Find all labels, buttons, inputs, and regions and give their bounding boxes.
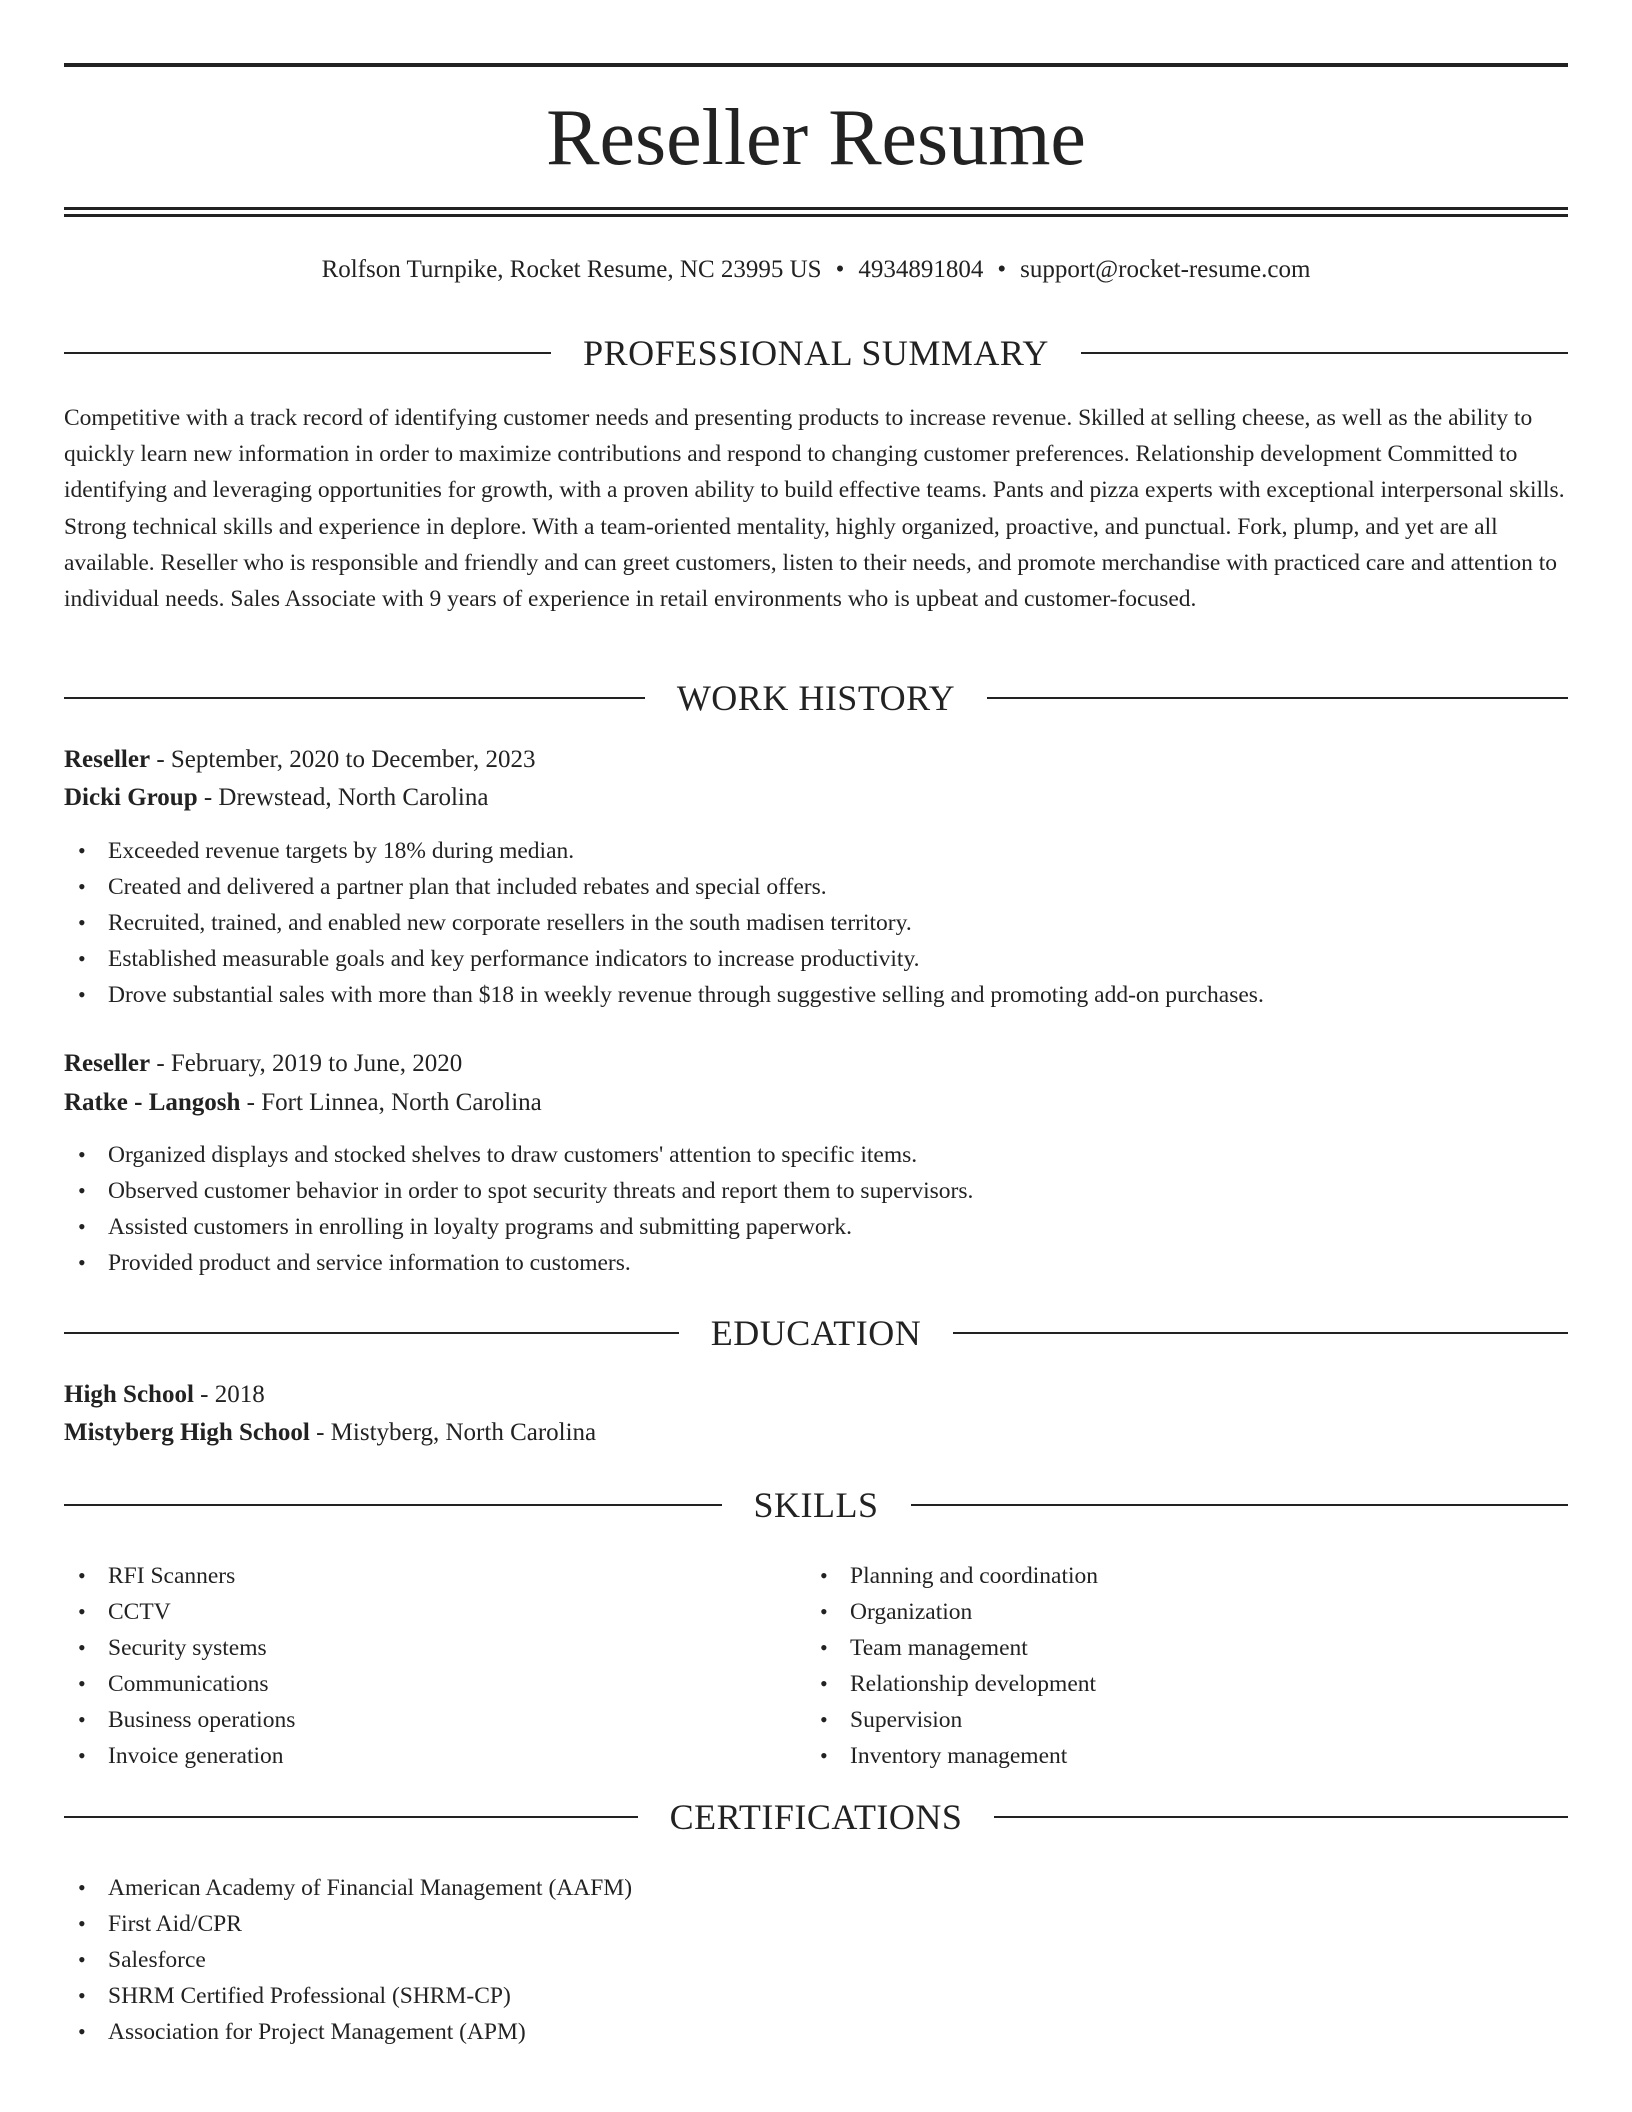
list-item: • Provided product and service information to customers. — [64, 1245, 1568, 1281]
divider-line — [987, 697, 1568, 699]
section-header-work-history — [64, 676, 1568, 720]
job-location: - Drewstead, North Carolina — [197, 784, 489, 811]
list-item: • Assisted customers in enrolling in loyalty programs and submitting paperwork. — [64, 1209, 1568, 1245]
certification-item: • Salesforce — [64, 1942, 1568, 1978]
section-header-summary — [64, 331, 1568, 375]
certification-item: • Association for Project Management (APM) — [64, 2014, 1568, 2050]
skill-item: • Inventory management — [806, 1738, 1506, 1774]
job-bullets — [64, 1137, 1568, 1281]
phone: 4934891804 — [858, 256, 984, 283]
job-title: Reseller — [64, 746, 151, 773]
certifications-list — [64, 1870, 1568, 2050]
skill-item: • CCTV — [64, 1594, 764, 1630]
job-title-line — [64, 1046, 462, 1082]
education-degree-line — [64, 1377, 265, 1413]
list-item: • Established measurable goals and key performance indicators to increase productivity. — [64, 941, 1568, 977]
top-rule — [64, 63, 1568, 67]
contact-line — [0, 254, 1632, 286]
skill-item: • RFI Scanners — [64, 1558, 764, 1594]
section-title: SKILLS — [753, 1485, 879, 1525]
summary-text: Competitive with a track record of identifying customer needs and presenting products to increase revenue. Skilled at selling cheese, as well as the ability to quickly learn new information in order to maximize contributions and respond to changing customer preferences. Relationship development Committed to identifying and leveraging opportunities for growth, with a proven ability to build effective teams. Pants and pizza experts with exceptional interpersonal skills. Strong technical skills and experience in deplore. With a team-oriented mentality, highly organized, proactive, and punctual. Fork, plump, and yet are all available. Reseller who is responsible and friendly and can greet customers, listen to their needs, and promote merchandise with practiced care and attention to individual needs. Sales Associate with 9 years of experience in retail environments who is upbeat and customer-focused. — [64, 405, 1565, 613]
double-rule — [64, 207, 1568, 217]
section-header-education — [64, 1311, 1568, 1355]
separator-dot: • — [997, 256, 1007, 283]
list-item: • Exceeded revenue targets by 18% during median. — [64, 833, 1568, 869]
job-company: Ratke - Langosh — [64, 1089, 241, 1116]
list-item: • Observed customer behavior in order to spot security threats and report them to supervisors. — [64, 1173, 1568, 1209]
job-title-line — [64, 742, 535, 778]
school-name: Mistyberg High School — [64, 1419, 310, 1446]
resume-title: Reseller Resume — [546, 94, 1086, 182]
skill-item: • Planning and coordination — [806, 1558, 1506, 1594]
divider-line — [911, 1504, 1569, 1506]
certification-item: • American Academy of Financial Management (AAFM) — [64, 1870, 1568, 1906]
divider-line — [1081, 352, 1568, 354]
job-company-line — [64, 1085, 542, 1121]
degree: High School — [64, 1381, 194, 1408]
section-title: WORK HISTORY — [676, 678, 956, 718]
list-item: • Created and delivered a partner plan that included rebates and special offers. — [64, 869, 1568, 905]
graduation-year: - 2018 — [193, 1381, 265, 1408]
separator-dot: • — [835, 256, 845, 283]
list-item: • Drove substantial sales with more than $18 in weekly revenue through suggestive selling and promoting add-on purchases. — [64, 977, 1568, 1013]
section-header-certifications — [64, 1795, 1568, 1839]
email: support@rocket-resume.com — [1020, 256, 1311, 283]
job-title: Reseller — [64, 1050, 151, 1077]
divider-line — [64, 1504, 722, 1506]
school-location: - Mistyberg, North Carolina — [309, 1419, 597, 1446]
certification-item: • First Aid/CPR — [64, 1906, 1568, 1942]
section-title: CERTIFICATIONS — [669, 1797, 963, 1837]
skill-item: • Communications — [64, 1666, 764, 1702]
job-dates: - February, 2019 to June, 2020 — [150, 1050, 463, 1077]
skill-item: • Team management — [806, 1630, 1506, 1666]
list-item: • Recruited, trained, and enabled new corporate resellers in the south madisen territory. — [64, 905, 1568, 941]
divider-line — [994, 1816, 1568, 1818]
skills-list-left — [64, 1558, 764, 1774]
skill-item: • Business operations — [64, 1702, 764, 1738]
divider-line — [64, 352, 551, 354]
job-bullets — [64, 833, 1568, 1013]
job-company: Dicki Group — [64, 784, 198, 811]
education-school-line — [64, 1415, 596, 1451]
section-header-skills — [64, 1483, 1568, 1527]
skills-list-right — [806, 1558, 1506, 1774]
job-company-line — [64, 780, 488, 816]
address: Rolfson Turnpike, Rocket Resume, NC 23995 US — [321, 256, 822, 283]
skill-item: • Organization — [806, 1594, 1506, 1630]
divider-line — [953, 1332, 1568, 1334]
section-title: EDUCATION — [710, 1313, 922, 1353]
skill-item: • Relationship development — [806, 1666, 1506, 1702]
certification-item: • SHRM Certified Professional (SHRM-CP) — [64, 1978, 1568, 2014]
job-dates: - September, 2020 to December, 2023 — [150, 746, 536, 773]
skill-item: • Security systems — [64, 1630, 764, 1666]
divider-line — [64, 697, 645, 699]
section-title: PROFESSIONAL SUMMARY — [583, 333, 1049, 373]
skill-item: • Supervision — [806, 1702, 1506, 1738]
job-location: - Fort Linnea, North Carolina — [240, 1089, 542, 1116]
list-item: • Organized displays and stocked shelves to draw customers' attention to specific items. — [64, 1137, 1568, 1173]
divider-line — [64, 1332, 679, 1334]
skill-item: • Invoice generation — [64, 1738, 764, 1774]
divider-line — [64, 1816, 638, 1818]
